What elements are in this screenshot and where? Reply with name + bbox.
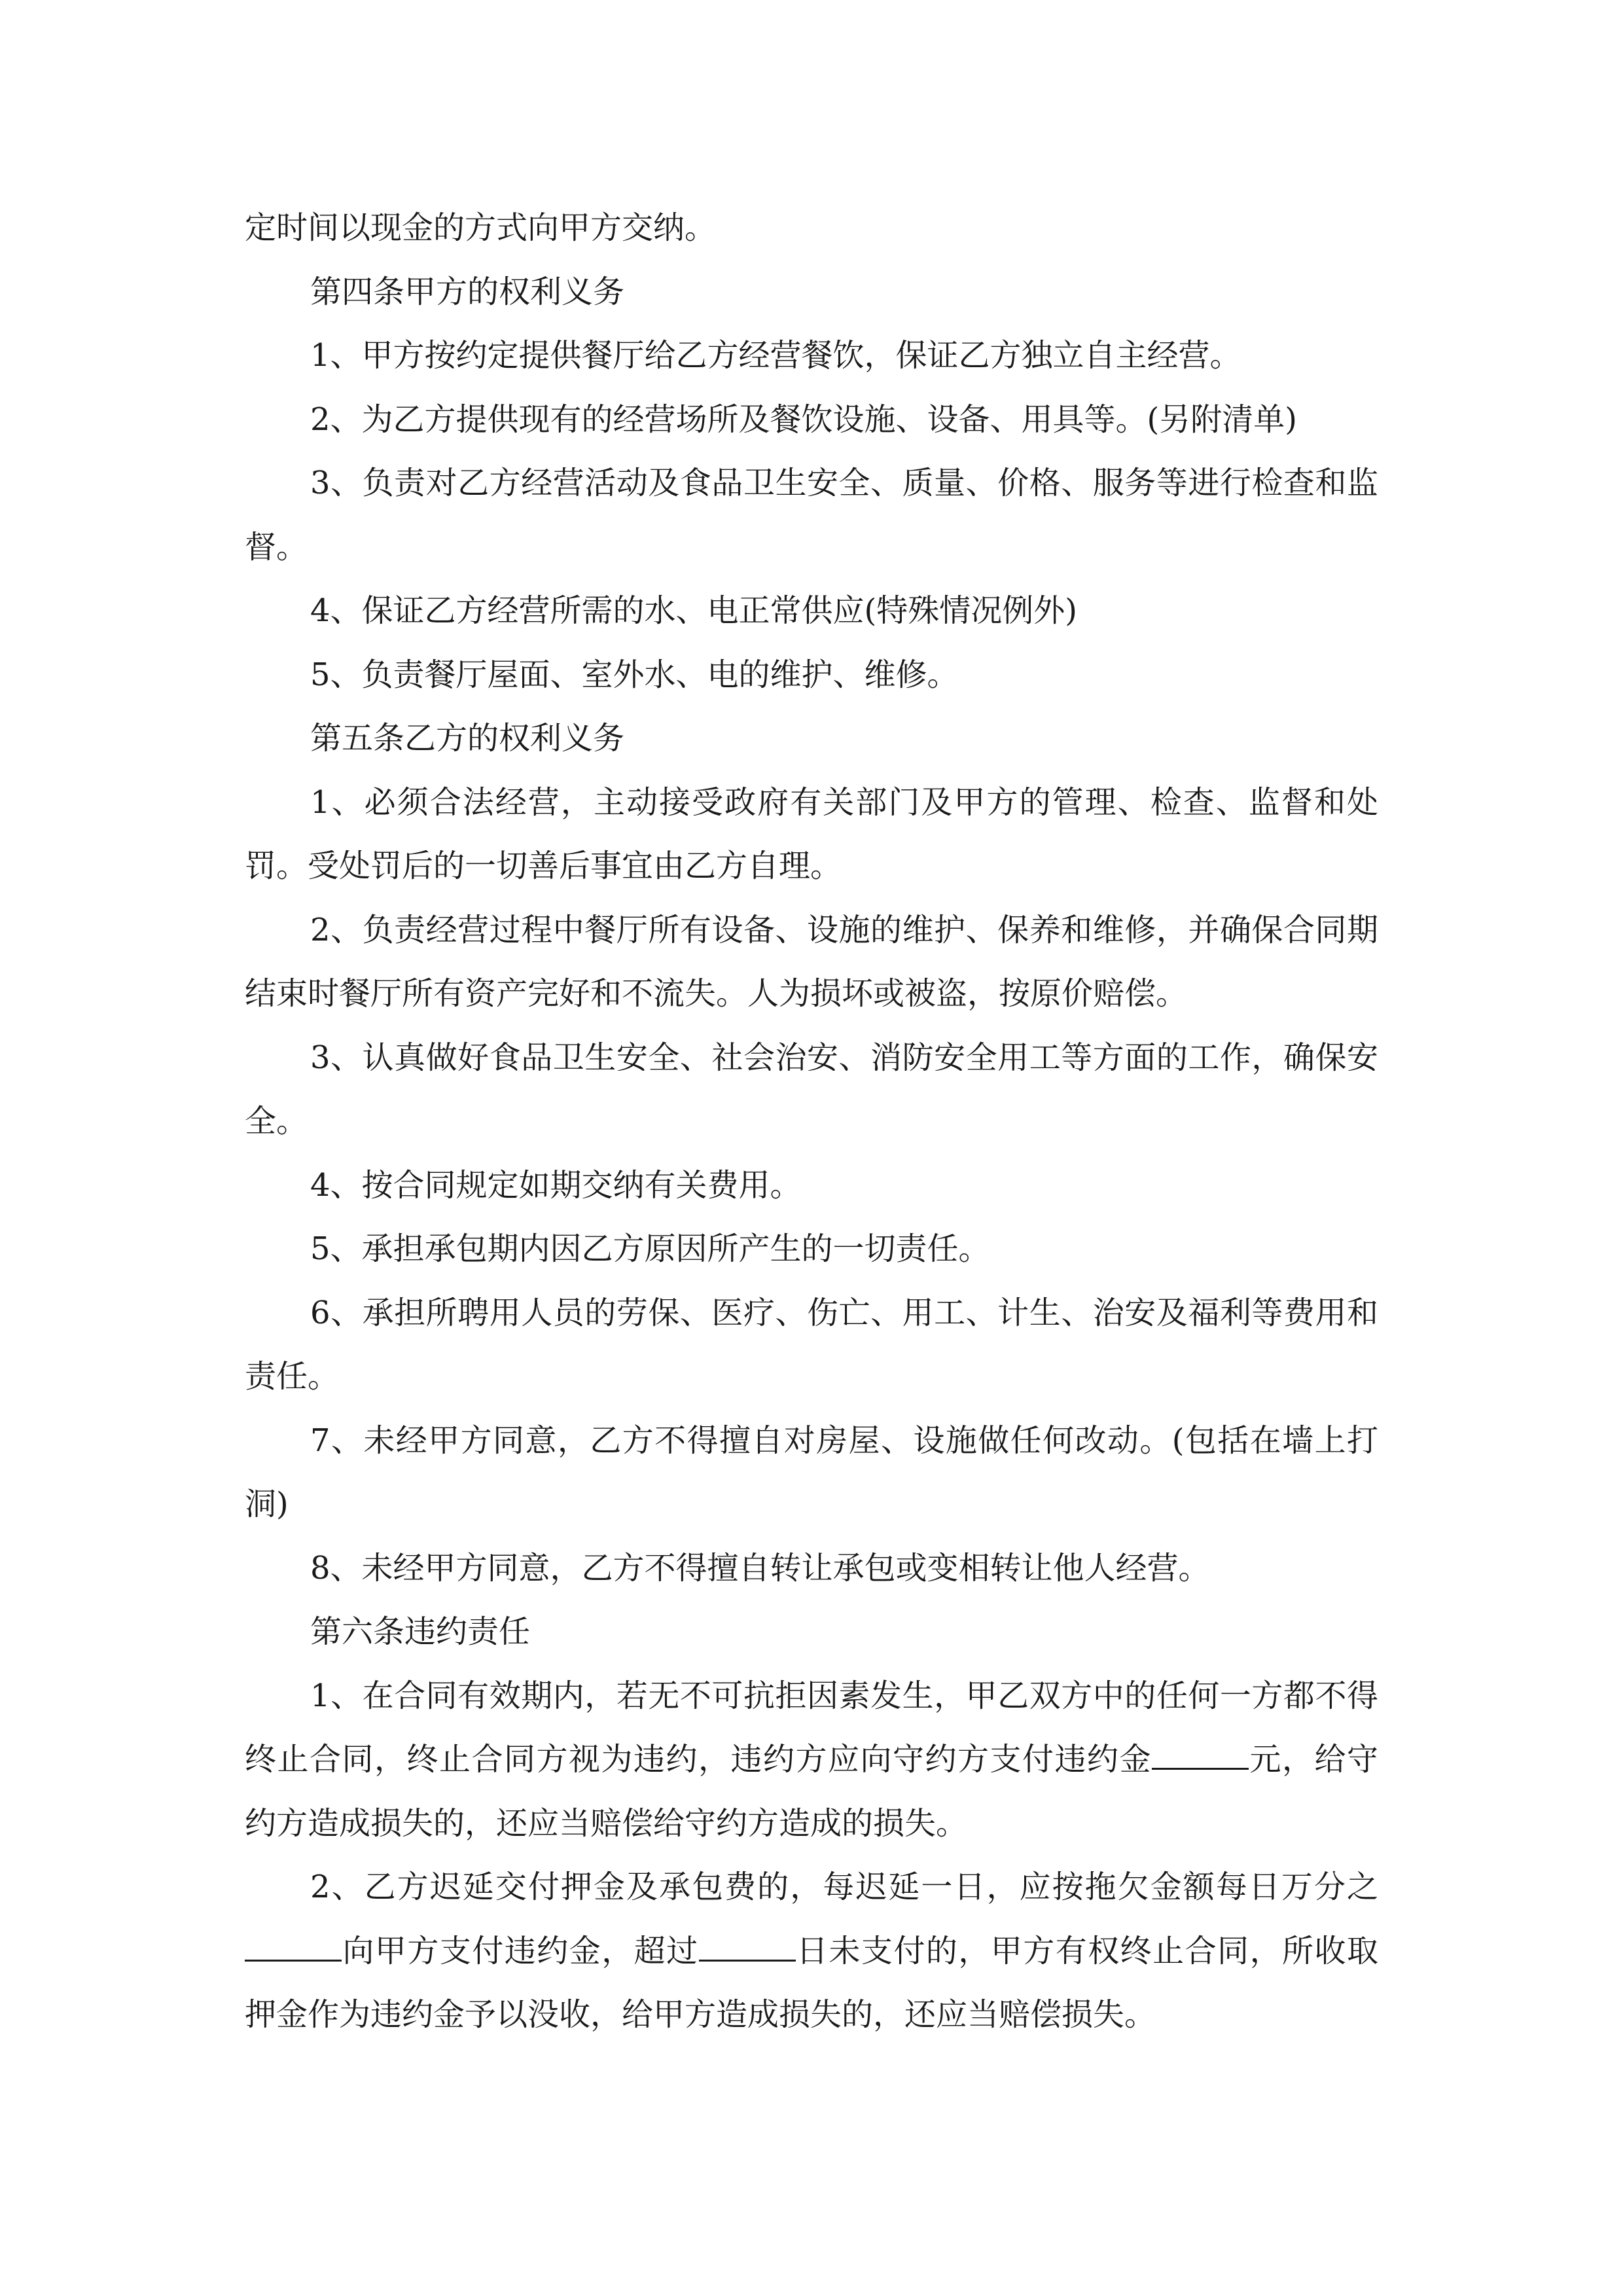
article-5-item-2: 2、负责经营过程中餐厅所有设备、设施的维护、保养和维修，并确保合同期结束时餐厅所有资产完好和不流失。人为损坏或被盗，按原价赔偿。 <box>245 911 1378 1012</box>
article-4-item-4: 4、保证乙方经营所需的水、电正常供应(特殊情况例外) <box>310 592 1077 629</box>
fill-in-blank-days <box>699 1931 796 1961</box>
fill-in-blank-amount <box>1152 1740 1249 1770</box>
article-6-heading: 第六条违约责任 <box>310 1613 531 1650</box>
continuation-paragraph: 定时间以现金的方式向甲方交纳。 <box>245 209 717 246</box>
article-5-item-3: 3、认真做好食品卫生安全、社会治安、消防安全用工等方面的工作，确保安全。 <box>245 1039 1378 1139</box>
article-4-heading: 第四条甲方的权利义务 <box>310 273 625 310</box>
article-5-item-1: 1、必须合法经营，主动接受政府有关部门及甲方的管理、检查、监督和处罚。受处罚后的一切善后事宜由乙方自理。 <box>245 783 1378 884</box>
article-4-item-2: 2、为乙方提供现有的经营场所及餐饮设施、设备、用具等。(另附清单) <box>310 401 1297 438</box>
article-4-item-3: 3、负责对乙方经营活动及食品卫生安全、质量、价格、服务等进行检查和监督。 <box>245 465 1378 565</box>
article-5-item-4: 4、按合同规定如期交纳有关费用。 <box>310 1166 802 1204</box>
article-6-item-1 <box>245 1664 1378 1856</box>
clause-text: 2、乙方迟延交付押金及承包费的，每迟延一日，应按拖欠金额每日万分之 <box>310 1869 1378 1905</box>
article-5-item-5: 5、承担承包期内因乙方原因所产生的一切责任。 <box>310 1230 990 1267</box>
article-6-item-2 <box>245 1856 1378 2047</box>
article-5-item-6: 6、承担所聘用人员的劳保、医疗、伤亡、用工、计生、治安及福利等费用和责任。 <box>245 1294 1378 1395</box>
article-5-item-7: 7、未经甲方同意，乙方不得擅自对房屋、设施做任何改动。(包括在墙上打洞) <box>245 1422 1378 1522</box>
clause-text: 日未支付的，甲方有权终止合同，所收取押金作为违约金予以没收，给甲方造成损失的，还应当赔偿损失。 <box>245 1932 1378 2033</box>
article-4-item-5: 5、负责餐厅屋面、室外水、电的维护、维修。 <box>310 656 959 693</box>
clause-text: 向甲方支付违约金，超过 <box>342 1932 699 1969</box>
document-body <box>245 196 1378 2047</box>
fill-in-blank-rate <box>245 1931 342 1961</box>
article-4-item-1: 1、甲方按约定提供餐厅给乙方经营餐饮，保证乙方独立自主经营。 <box>310 337 1241 374</box>
clause-text: 1、在合同有效期内，若无不可抗拒因素发生，甲乙双方中的任何一方都不得终止合同，终止合同方视为违约，违约方应向守约方支付违约金 <box>245 1677 1378 1778</box>
article-5-heading: 第五条乙方的权利义务 <box>310 720 625 757</box>
article-5-item-8: 8、未经甲方同意，乙方不得擅自转让承包或变相转让他人经营。 <box>310 1549 1210 1587</box>
clause-text: 元，给守约方造成损失的，还应当赔偿给守约方造成的损失。 <box>245 1741 1378 1842</box>
